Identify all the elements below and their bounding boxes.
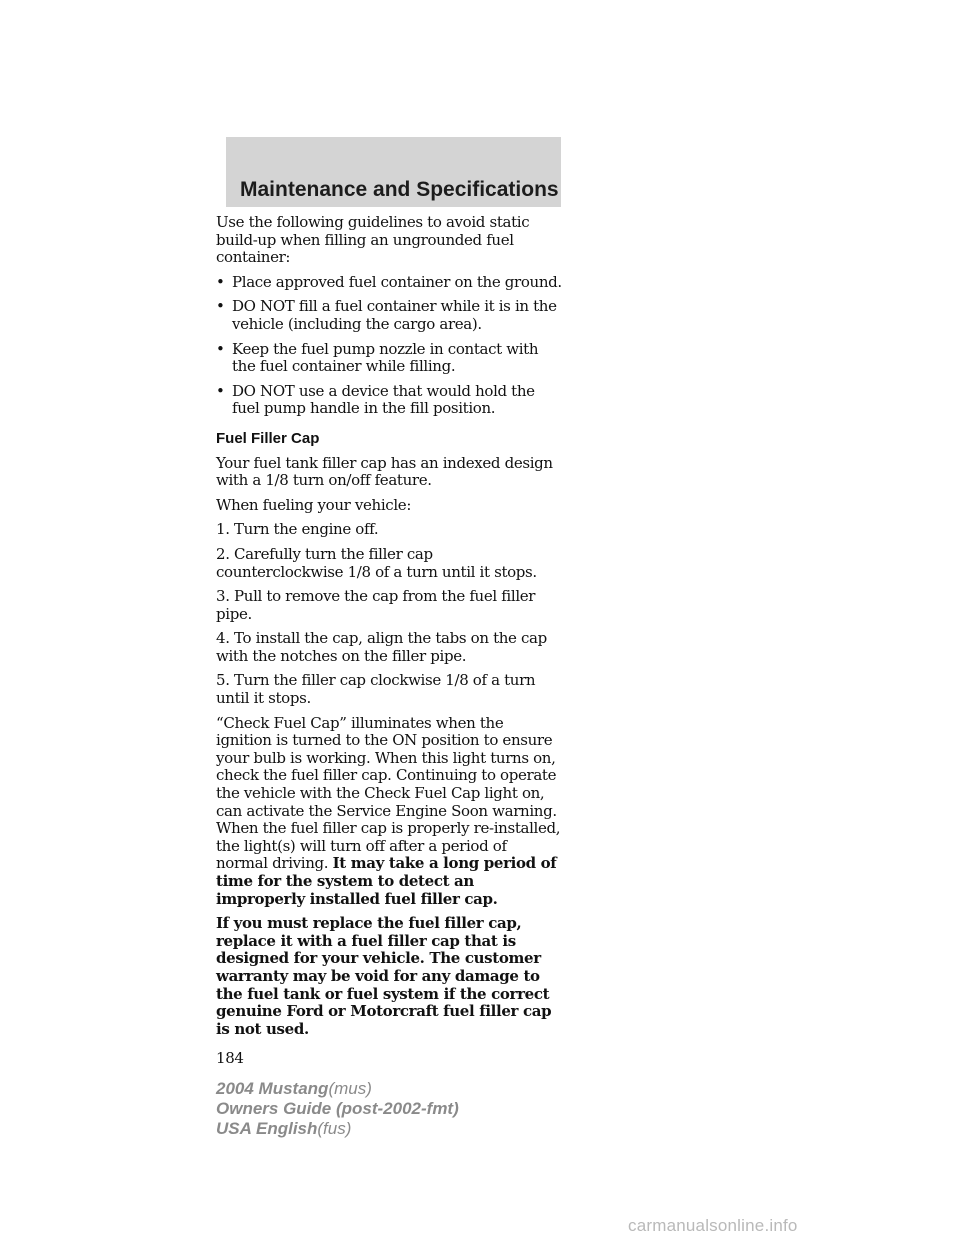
- footer-language-code: (fus): [317, 1119, 352, 1138]
- footer-model-code: (mus): [328, 1079, 372, 1098]
- guidelines-list: [216, 274, 562, 418]
- document-footer: [216, 1079, 459, 1139]
- cap-intro-paragraph: Your fuel tank filler cap has an indexed design with a 1/8 turn on/off feature.: [216, 453, 553, 490]
- check-fuel-cap-emphasis: It may take a long period of time for the system to detect an improperly installed fuel filler cap.: [216, 854, 557, 908]
- warranty-paragraph: If you must replace the fuel filler cap, replace it with a fuel filler cap that is designed for your vehicle. The customer warranty may be void for any damage to the fuel tank or fuel system if the correct genuine Ford or Motorcraft fuel filler cap is not used.: [216, 914, 552, 1038]
- check-fuel-cap-paragraph: “Check Fuel Cap” illuminates when the ignition is turned to the ON position to ensure your bulb is working. When this light turns on, check the fuel filler cap. Continuing to operate the vehicle with the Check Fuel Cap light on, can activate the Service Engine Soon warning. When the fuel filler cap is properly re-installed, the light(s) will turn off after a period of normal driving. It may take a long period of time for the system to detect an improperly installed fuel filler cap.: [216, 713, 561, 908]
- fueling-intro-paragraph: When fueling your vehicle:: [216, 495, 412, 514]
- bullet-icon: •: [216, 297, 225, 316]
- page-number: 184: [216, 1049, 244, 1068]
- step-item: 3. Pull to remove the cap from the fuel filler pipe.: [216, 587, 536, 623]
- list-item: • DO NOT use a device that would hold the fuel pump handle in the fill position.: [216, 381, 535, 418]
- step-item: 5. Turn the filler cap clockwise 1/8 of a turn until it stops.: [216, 671, 536, 708]
- site-watermark: carmanualsonline.info: [628, 1216, 798, 1235]
- list-item: • Keep the fuel pump nozzle in contact with the fuel container while filling.: [216, 339, 539, 376]
- list-item: • Place approved fuel container on the ground.: [216, 272, 562, 291]
- subsection-heading: Fuel Filler Cap: [216, 429, 320, 447]
- footer-guide: Owners Guide (post-2002-fmt): [216, 1099, 459, 1118]
- bullet-icon: •: [216, 272, 225, 291]
- step-item: 1. Turn the engine off.: [216, 520, 379, 539]
- bullet-icon: •: [216, 381, 225, 400]
- section-title: Maintenance and Specifications: [240, 178, 559, 201]
- page-content: [216, 214, 562, 1068]
- intro-paragraph: Use the following guidelines to avoid static build-up when filling an ungrounded fuel container:: [216, 213, 530, 267]
- footer-model: 2004 Mustang: [216, 1079, 329, 1098]
- bullet-icon: •: [216, 339, 225, 358]
- step-item: 4. To install the cap, align the tabs on the cap with the notches on the filler pipe.: [216, 629, 547, 665]
- footer-language: USA English: [216, 1119, 318, 1138]
- step-item: 2. Carefully turn the filler cap counterclockwise 1/8 of a turn until it stops.: [216, 544, 537, 581]
- list-item: • DO NOT fill a fuel container while it is in the vehicle (including the cargo area).: [216, 297, 557, 333]
